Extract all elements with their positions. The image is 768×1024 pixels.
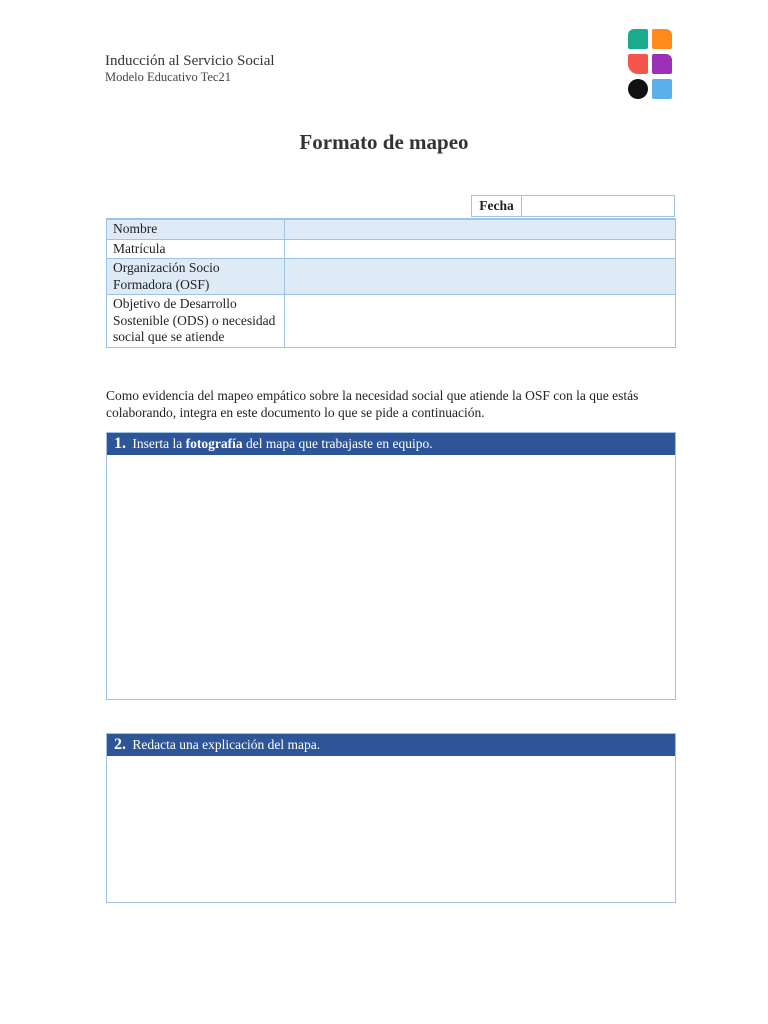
fecha-input[interactable] [522,196,674,216]
row-value-matricula[interactable] [285,239,676,259]
table-row [107,219,676,239]
fecha-field [471,195,675,217]
tec21-logo-icon [628,29,672,99]
row-value-osf[interactable] [285,259,676,295]
section-text-bold: fotografía [185,436,243,451]
table-row [107,259,676,295]
header-course: Inducción al Servicio Social [105,53,275,69]
section-text: Inserta la [132,436,186,451]
section-explanation [106,733,676,903]
logo-block-lightblue [652,79,672,99]
logo-block-black [628,79,648,99]
page-title: Formato de mapeo [299,130,469,154]
table-row [107,239,676,259]
row-label-osf: Organización Socio Formadora (OSF) [107,259,285,295]
photo-insert-area[interactable] [107,455,675,699]
section-text: Redacta una explicación del mapa. [132,737,321,752]
document-header [105,52,275,85]
section-photo [106,432,676,700]
section-header-explanation [107,734,675,756]
row-label-nombre: Nombre [107,219,285,239]
explanation-text-area[interactable] [107,756,675,902]
logo-block-purple [652,54,672,74]
fecha-label: Fecha [472,196,522,216]
student-info-table [106,218,676,348]
logo-block-orange [652,29,672,49]
logo-block-coral [628,54,648,74]
section-number: 2. [114,736,126,753]
row-label-matricula: Matrícula [107,239,285,259]
intro-paragraph: Como evidencia del mapeo empático sobre la necesidad social que atiende la OSF con la que estás colaborando, integra en este documento lo que se pide a continuación. [106,388,639,420]
logo-block-teal [628,29,648,49]
header-model: Modelo Educativo Tec21 [105,70,231,84]
row-label-ods: Objetivo de Desarrollo Sostenible (ODS) o necesidad social que se atiende [107,295,285,348]
row-value-ods[interactable] [285,295,676,348]
section-header-photo [107,433,675,455]
section-text-after: del mapa que trabajaste en equipo. [242,436,433,451]
row-value-nombre[interactable] [285,219,676,239]
table-row [107,295,676,348]
section-number: 1. [114,435,126,452]
